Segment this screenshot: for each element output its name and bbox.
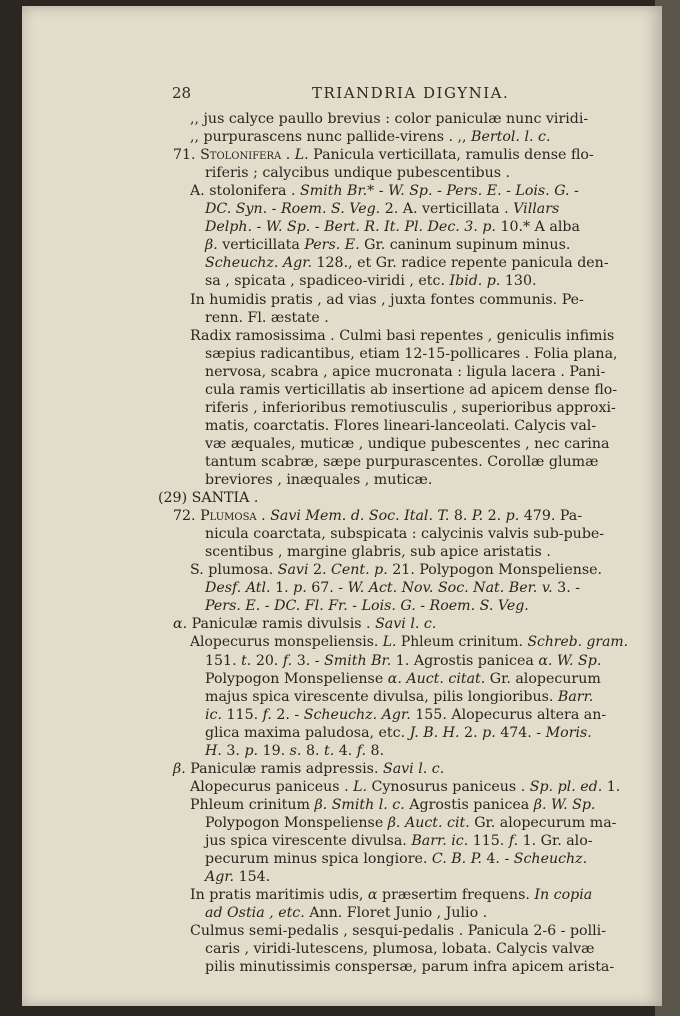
text-segment: α. W. Sp. bbox=[538, 652, 602, 669]
text-segment: Agrostis panicea bbox=[404, 796, 534, 813]
text-segment: S. plumosa. bbox=[190, 562, 278, 579]
text-segment: In humidis pratis , ad vias , juxta fontes communis. Pe- bbox=[190, 291, 584, 308]
text-segment: 8. bbox=[366, 742, 385, 759]
text-segment: riferis , inferioribus remotiusculis , superioribus approxi- bbox=[205, 399, 616, 416]
text-segment: β. Auct. cit. bbox=[387, 814, 470, 831]
text-segment: 154. bbox=[234, 869, 271, 886]
text-segment: Gr. caninum supinum minus. bbox=[359, 237, 571, 254]
text-segment: ,, purpurascens nunc pallide-virens . ,, bbox=[190, 129, 472, 146]
text-segment: 71. bbox=[173, 147, 201, 164]
text-segment: t. bbox=[324, 742, 335, 759]
text-line bbox=[205, 652, 601, 670]
text-segment: scentibus , margine glabris, sub apice aristatis . bbox=[205, 544, 551, 561]
text-segment: 130. bbox=[500, 273, 537, 290]
text-segment: In pratis maritimis udis, bbox=[190, 887, 368, 904]
text-segment: Phleum crinitum bbox=[190, 796, 315, 813]
text-segment: 115. bbox=[222, 706, 263, 723]
text-segment: α. Auct. citat. bbox=[387, 670, 486, 687]
text-segment: Savi Mem. d. Soc. Ital. T. bbox=[270, 508, 450, 525]
text-segment: glica maxima paludosa, etc. bbox=[205, 724, 410, 741]
text-segment: f. bbox=[356, 742, 367, 759]
text-line bbox=[190, 561, 602, 579]
text-segment: Bertol. l. c. bbox=[471, 129, 551, 146]
text-segment: P. bbox=[471, 508, 484, 525]
text-segment: (29) SANTIA . bbox=[158, 490, 259, 507]
text-segment: C. B. P. bbox=[431, 851, 482, 868]
text-segment: Schreb. gram. bbox=[527, 634, 629, 651]
text-segment: 21. Polypogon Monspeliense. bbox=[387, 562, 603, 579]
text-segment: β. Smith l. c. bbox=[314, 796, 405, 813]
text-line bbox=[205, 940, 594, 958]
text-segment: 2. bbox=[308, 562, 332, 579]
text-line bbox=[173, 615, 436, 633]
text-segment: Paniculæ ramis divulsis . bbox=[187, 616, 376, 633]
text-segment: Cent. p. bbox=[331, 562, 388, 579]
text-segment: Scheuchz. bbox=[513, 851, 588, 868]
text-segment: Polypogon Monspeliense bbox=[205, 670, 388, 687]
text-segment: nervosa, scabra , apice mucronata : ligula lacera . Pani- bbox=[205, 363, 606, 380]
text-segment: α. bbox=[173, 616, 188, 633]
text-line bbox=[173, 507, 582, 525]
text-segment: p. bbox=[293, 580, 307, 597]
text-segment: 151. bbox=[205, 652, 242, 669]
text-segment: Savi l. c. bbox=[375, 616, 437, 633]
text-line bbox=[205, 272, 537, 290]
text-segment: L. bbox=[353, 778, 368, 795]
text-line bbox=[205, 218, 580, 236]
text-line bbox=[205, 724, 592, 742]
text-segment: β. bbox=[205, 237, 218, 254]
text-segment: Gr. alopecurum ma- bbox=[469, 814, 617, 831]
text-segment: 3. - bbox=[292, 652, 325, 669]
text-segment: ic. bbox=[205, 706, 222, 723]
text-segment: Alopecurus paniceus . bbox=[190, 778, 354, 795]
text-line bbox=[190, 110, 588, 128]
text-segment: W. Act. Nov. Soc. Nat. Ber. v. bbox=[347, 580, 553, 597]
text-line bbox=[190, 778, 620, 796]
text-segment: Desf. Atl. bbox=[205, 580, 271, 597]
text-line bbox=[158, 489, 258, 507]
text-segment: Savi l. c. bbox=[382, 760, 445, 777]
text-segment: pecurum minus spica longiore. bbox=[205, 851, 432, 868]
text-segment: 3. - bbox=[552, 580, 581, 597]
text-segment: f. bbox=[508, 833, 519, 849]
text-segment: caris , viridi-lutescens, plumosa, lobata. Calycis valvæ bbox=[205, 941, 595, 958]
text-line bbox=[205, 435, 609, 453]
text-segment: 1. Agrostis panicea bbox=[391, 652, 539, 669]
text-segment: 3. bbox=[221, 742, 245, 759]
text-line bbox=[190, 796, 595, 814]
text-segment: Sp. pl. ed. bbox=[529, 778, 603, 795]
text-segment: Polypogon Monspeliense bbox=[205, 814, 388, 831]
text-line bbox=[205, 904, 487, 922]
text-line bbox=[190, 291, 584, 309]
text-segment: 72. bbox=[173, 508, 201, 525]
text-line bbox=[205, 254, 609, 272]
text-segment: Scheuchz. Agr. bbox=[205, 255, 312, 272]
text-segment: Smith Br. bbox=[324, 652, 392, 669]
text-line bbox=[205, 453, 598, 471]
text-segment: Pers. E. - DC. Fl. Fr. - Lois. G. - Roem. S. Veg. bbox=[205, 598, 529, 615]
page-number: 28 bbox=[172, 84, 192, 102]
text-segment: pilis minutissimis conspersæ, parum infra apicem arista- bbox=[205, 959, 615, 976]
text-line bbox=[205, 345, 618, 363]
text-segment: Pers. E. bbox=[304, 237, 360, 254]
text-line bbox=[205, 200, 559, 218]
text-segment: Smith Br.* - W. Sp. - Pers. E. - Lois. G. - bbox=[299, 183, 579, 200]
text-segment: 2. - bbox=[271, 706, 304, 723]
text-segment: 8. bbox=[301, 742, 324, 759]
text-line bbox=[205, 688, 593, 706]
text-segment: Agr. bbox=[205, 869, 235, 886]
text-segment: 479. Pa- bbox=[519, 508, 583, 525]
text-segment: Paniculæ ramis adpressis. bbox=[185, 760, 383, 777]
text-segment: DC. Syn. - Roem. S. Veg. bbox=[205, 201, 381, 218]
text-segment: p. bbox=[505, 508, 520, 525]
text-segment: 1. bbox=[602, 778, 621, 795]
text-line bbox=[205, 164, 510, 182]
text-line bbox=[205, 868, 270, 886]
text-line bbox=[205, 543, 551, 561]
text-segment: s. bbox=[289, 742, 302, 759]
text-line bbox=[190, 633, 628, 651]
text-line bbox=[205, 706, 606, 724]
text-segment: In copia bbox=[534, 887, 593, 904]
text-segment: 19. bbox=[258, 742, 290, 759]
text-segment: breviores , inæquales , muticæ. bbox=[205, 472, 433, 488]
text-line bbox=[205, 850, 587, 868]
text-line bbox=[173, 146, 594, 164]
text-segment: f. bbox=[282, 652, 293, 669]
text-segment: 128., et Gr. radice repente panicula den- bbox=[311, 255, 609, 272]
text-segment: f. bbox=[262, 706, 272, 723]
text-line bbox=[190, 182, 579, 200]
text-line bbox=[205, 525, 604, 543]
text-segment: Stolonifera bbox=[200, 147, 282, 164]
text-segment: Gr. alopecurum bbox=[485, 670, 601, 687]
text-segment: 20. bbox=[251, 652, 283, 669]
text-segment: 474. - bbox=[495, 724, 546, 741]
text-segment: 2. A. verticillata . bbox=[380, 201, 514, 218]
text-line bbox=[205, 381, 617, 399]
text-line bbox=[173, 760, 444, 778]
running-header bbox=[22, 84, 662, 106]
text-line bbox=[205, 670, 601, 688]
text-segment: Radix ramosissima . Culmi basi repentes , geniculis infimis bbox=[190, 327, 615, 344]
text-segment: t. bbox=[241, 652, 252, 669]
text-segment: Alopecurus monspeliensis. bbox=[190, 634, 383, 651]
text-segment: 4. bbox=[334, 742, 357, 759]
text-line bbox=[190, 922, 606, 940]
text-segment: Cynosurus paniceus . bbox=[367, 778, 530, 795]
text-line bbox=[205, 958, 614, 976]
text-segment: H. bbox=[205, 742, 222, 759]
text-segment: β. W. Sp. bbox=[533, 796, 596, 813]
text-segment: Moris. bbox=[545, 724, 592, 741]
text-line bbox=[205, 417, 596, 435]
text-line bbox=[205, 742, 384, 760]
text-segment: β. bbox=[173, 760, 186, 777]
text-segment: p. bbox=[244, 742, 259, 759]
text-segment: 1. bbox=[270, 580, 294, 597]
text-segment: L. bbox=[382, 634, 397, 651]
text-segment: Ann. Floret Junio , Julio . bbox=[304, 905, 488, 922]
text-segment: 8. bbox=[449, 508, 472, 525]
text-segment: ,, jus calyce paullo brevius : color paniculæ nunc viridi- bbox=[190, 111, 589, 127]
text-segment: renn. Fl. æstate . bbox=[205, 309, 329, 326]
text-segment: A. stolonifera . bbox=[190, 183, 300, 200]
text-segment: verticillata bbox=[217, 237, 305, 254]
text-segment: jus spica virescente divulsa. bbox=[205, 833, 412, 849]
text-segment: sæpius radicantibus, etiam 12-15-pollicares . Folia plana, bbox=[205, 345, 618, 362]
text-segment: Plumosa bbox=[200, 508, 257, 525]
text-segment: majus spica virescente divulsa, pilis longioribus. bbox=[205, 688, 558, 705]
text-line bbox=[205, 597, 529, 615]
text-segment: . bbox=[281, 147, 295, 164]
text-line bbox=[205, 309, 329, 327]
text-segment: . bbox=[256, 508, 271, 525]
text-segment: Scheuchz. Agr. bbox=[303, 706, 411, 723]
text-line bbox=[205, 363, 605, 381]
text-segment: 10.* A alba bbox=[495, 219, 580, 236]
text-segment: præsertim frequens. bbox=[377, 887, 535, 904]
text-segment: 1. Gr. alo- bbox=[518, 833, 593, 849]
text-line bbox=[205, 814, 616, 832]
text-line bbox=[205, 579, 580, 597]
text-line bbox=[205, 471, 432, 489]
text-segment: J. B. H. bbox=[409, 724, 460, 741]
text-segment: 4. - bbox=[481, 851, 514, 868]
running-title: TRIANDRIA DIGYNIA. bbox=[312, 84, 510, 102]
text-segment: Panicula verticillata, ramulis dense flo- bbox=[308, 147, 594, 164]
text-segment: sa , spicata , spadiceo-viridi , etc. bbox=[205, 273, 450, 290]
text-segment: Culmus semi-pedalis , sesqui-pedalis . Panicula 2-6 - polli- bbox=[190, 923, 607, 940]
text-segment: Barr. ic. bbox=[411, 833, 469, 849]
text-segment: tantum scabræ, sæpe purpurascentes. Corollæ glumæ bbox=[205, 453, 599, 470]
text-line bbox=[190, 886, 592, 904]
text-segment: 115. bbox=[468, 833, 509, 849]
text-segment: Phleum crinitum. bbox=[396, 634, 528, 651]
text-segment: Savi bbox=[277, 562, 309, 579]
text-segment: 2. bbox=[483, 508, 506, 525]
text-segment: Villars bbox=[513, 201, 560, 218]
book-page bbox=[22, 6, 662, 1006]
text-line bbox=[205, 236, 570, 254]
text-line bbox=[205, 832, 593, 850]
text-segment: nicula coarctata, subspicata : calycinis valvis sub-pube- bbox=[205, 526, 605, 543]
text-segment: p. bbox=[482, 724, 496, 741]
text-segment: 67. - bbox=[306, 580, 348, 597]
text-segment: 2. bbox=[459, 724, 483, 741]
text-segment: ad Ostia , etc. bbox=[205, 905, 305, 922]
text-segment: Delph. - W. Sp. - Bert. R. It. Pl. Dec. 3. p. bbox=[205, 219, 496, 236]
text-segment: væ æquales, muticæ , undique pubescentes , nec carina bbox=[205, 435, 610, 452]
text-segment: riferis ; calycibus undique pubescentibus . bbox=[205, 165, 511, 182]
text-segment: matis, coarctatis. Flores lineari-lanceolati. Calycis val- bbox=[205, 417, 597, 434]
text-segment: Ibid. p. bbox=[449, 273, 501, 290]
text-segment: 155. Alopecurus altera an- bbox=[410, 706, 607, 723]
text-line bbox=[205, 399, 616, 417]
text-segment: L. bbox=[294, 147, 309, 164]
text-line bbox=[190, 327, 614, 345]
text-segment: α bbox=[367, 887, 378, 904]
text-segment: Barr. bbox=[557, 688, 594, 705]
text-line bbox=[190, 128, 550, 146]
text-segment: cula ramis verticillatis ab insertione ad apicem dense flo- bbox=[205, 381, 618, 398]
